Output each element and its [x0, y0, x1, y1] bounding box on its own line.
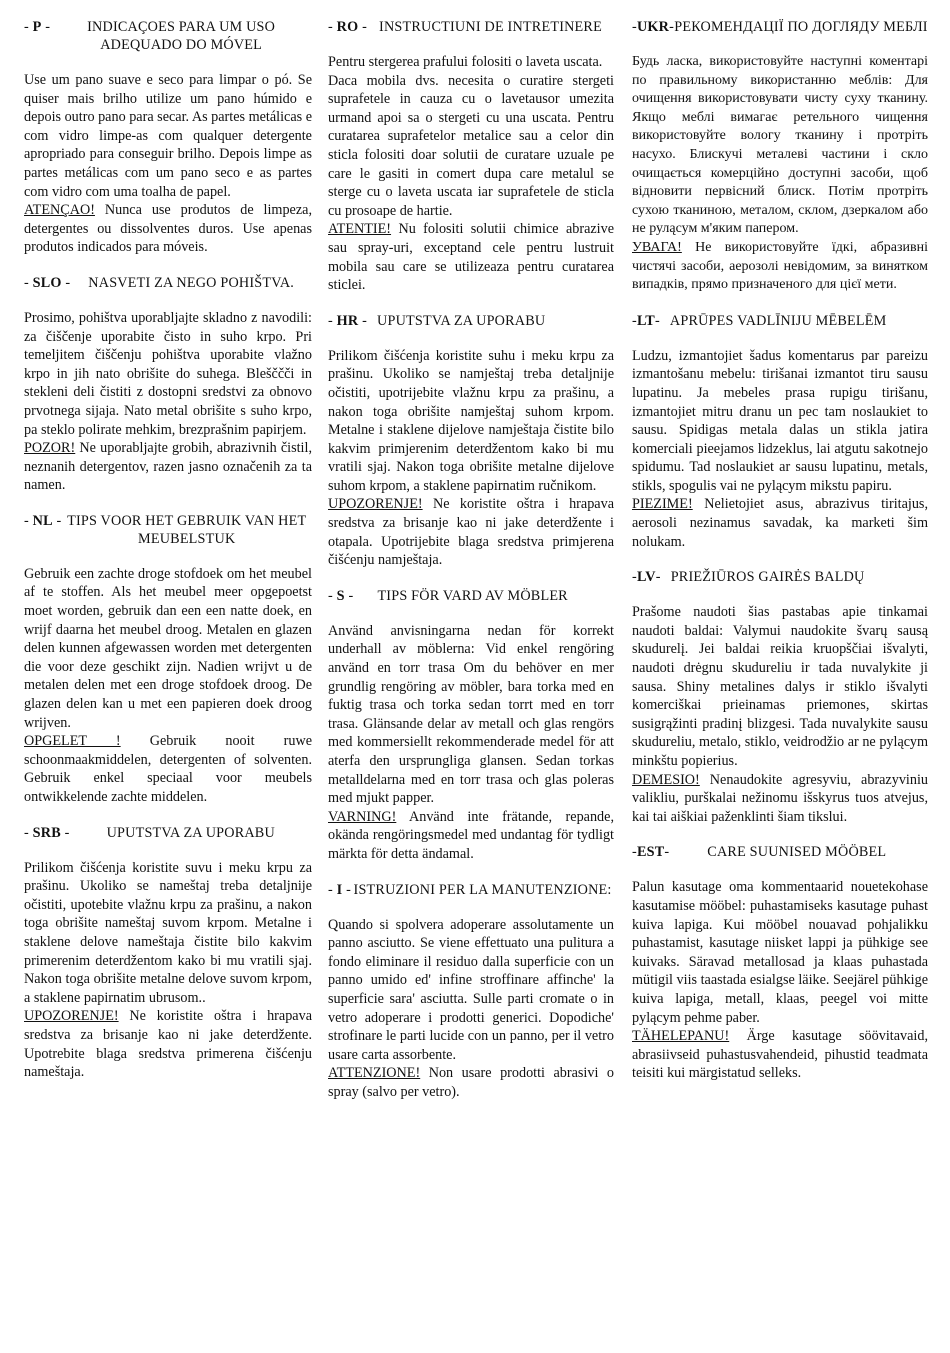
column-right — [632, 18, 928, 1100]
section-body — [328, 622, 614, 864]
warning-text: Ne koristite oštra i hrapava sredstva za brisanje kao ni jake deterdžente i otapala. Upotrijebite blaga sredstva primjerena čišćenju namještaja. — [328, 496, 614, 569]
section-title: UPUTSTVA ZA UPORABU — [106, 824, 275, 841]
section-body — [24, 859, 312, 1082]
section-header — [24, 18, 312, 54]
warning-text: Nelietojiet asus, abrazivus tiritajus, aerosoli nezinamus savadak, ka marketi šim nolukam. — [632, 496, 928, 550]
section-title: PRIEŽIŪROS GAIRĖS BALDŲ — [670, 569, 865, 586]
language-code: - I - — [328, 881, 352, 898]
language-code: -LV- — [632, 569, 661, 586]
instruction-paragraph: Prilikom čišćenja koristite suhu i meku krpu za prašinu. Ukoliko se namještaj treba detaljnije očistiti, upotrijebite vlažnu krpu za prašinu, a nakon toga obrišite namještaj suhom krpom. Metalne i staklene dijelove namještaja čistite bilo kakvim primjerenim deterdžentom kako bi mu vratili sjaj. Nakon toga obrišite metalne dijelove suhom krpom, a staklene papirnatim ručnikom. — [328, 347, 614, 494]
section-body — [632, 603, 928, 826]
instruction-paragraph: Use um pano suave e seco para limpar o pó. Se quiser mais brilho utilize um pano húmido e depois outro pano para secar. As partes metálicas e com vidro limpe-as com qualquer detergente apropriado para conseguir brilho. Depois limpe as partes metálicas com um pano seco e as partes com vidro com uma toalha de papel. — [24, 72, 312, 200]
warning-label: VARNING! — [328, 808, 397, 825]
warning-text: Не використовуйте їдкі, абразивні чистячі засоби, аерозолі невідомим, за винятком випадків, прямо призначеного для цієї мети. — [632, 239, 928, 293]
section-title: APRŪPES VADLĪNIJU MĒBELĒM — [669, 312, 887, 329]
section-header — [328, 18, 614, 36]
warning-label: POZOR! — [24, 440, 76, 457]
instruction-paragraph: Quando si spolvera adoperare assolutamente un panno asciutto. Se viene effettuato una pulitura a fondo eliminare il residuo dalla superficie con un panno umido ed' infine stroffinare affinche' la superficie sara' asciutta. Sulle parti cromate o in vetro adoperare i prodotti generici. Dopodiche' strofinare le parti lucide con un panno, per il vetro usare carta assorbente. — [328, 916, 614, 1063]
language-code: - P - — [24, 19, 51, 35]
language-code: -EST- — [632, 844, 670, 861]
section-title: TIPS VOOR HET GEBRUIK VAN HET MEUBELSTUK — [67, 512, 307, 547]
column-left — [24, 18, 312, 1099]
section-body — [632, 53, 928, 295]
language-code: - NL - — [24, 512, 62, 529]
section-nl — [24, 512, 312, 807]
instruction-paragraph: Ludzu, izmantojiet šadus komentarus par pareizu izmantošanu mebelu: tirišanai izmantot tiru sausu lupatinu. Ja mebeles prasa rupigu tirišanu, izmantojiet mitru dranu un pec tam noslaukiet to sausu. Spidigas metala dalas un stikla jatira komerciali pieejamos lidzeklus, lai atgutu sakotnejo spidumu. Tad noslaukiet ar sausu lupatinu, metals, stikls, spogulis vai ne pyląсуm mikstu papiru. — [632, 347, 928, 494]
section-title: ISTRUZIONI PER LA MANUTENZIONE: — [353, 881, 612, 898]
warning-label: DEMESIO! — [632, 771, 700, 788]
warning-text: Nu folositi solutii chimice abrazive sau spray-uri, exceptand cele pentru lustruit mobila sau care se utilizeaza pentru curatarea sticlei. — [328, 221, 614, 294]
section-ukr — [632, 18, 928, 295]
warning-paragraph — [632, 771, 928, 827]
section-lt — [632, 312, 928, 552]
section-header — [24, 512, 312, 548]
warning-label: PIEZIME! — [632, 496, 693, 513]
warning-label: UPOZORENJE! — [24, 1008, 119, 1025]
warning-label: УВАГА! — [632, 239, 682, 255]
instruction-paragraph: Daca mobila dvs. necesita o curatire stergeti suprafetele in cauza cu o lavetausor umezita urmand apoi sa o stergeti cu una uscata. Pentru curatarea suprafetelor metalice sau a celor din sticla folositi doar solutii de curatare uzuale pe care le gasiti in comert dupa care metalul se sterge cu o laveta uscata iar suprafetele de sticla cu prosoape de hartie. — [328, 72, 614, 219]
section-title: TIPS FÖR VARD AV MÖBLER — [377, 587, 568, 604]
warning-paragraph — [24, 1007, 312, 1081]
section-header — [328, 312, 614, 330]
section-hr — [328, 312, 614, 570]
warning-text: Använd inte frätande, repande, okända rengöringsmedel med undantag för tydligt märkta för detta ändamal. — [328, 808, 614, 862]
warning-paragraph — [328, 495, 614, 569]
section-srb — [24, 824, 312, 1082]
warning-paragraph — [24, 201, 312, 257]
section-body — [24, 565, 312, 807]
section-title: UPUTSTVA ZA UPORABU — [377, 312, 546, 329]
warning-text: Non usare prodotti abrasivi o spray (salvo per vetro). — [328, 1065, 614, 1100]
warning-text: Ne uporabljajte grobih, abrazivnih čistil, neznanih detergentov, razen jasno označenih za ta namen. — [24, 440, 312, 494]
warning-paragraph — [328, 1064, 614, 1101]
section-est — [632, 843, 928, 1083]
warning-paragraph — [632, 1027, 928, 1083]
section-header — [24, 274, 312, 292]
section-lv — [632, 568, 928, 826]
instruction-paragraph: Prosimo, pohištva uporabljajte skladno z navodili: za čiščenje uporabite čisto in suho krpo. Pri temeljitem čiščenju pohištva uporabite vlažno krpo in jih nato obrišite do suhega. Blešččči in stekleni deli čistiti z dostopni sredstvi za obnovo prvotnega sijaja. Nato metal obrišite s suho krpo, pa steklo polirate mehkim, brezprašnim papirjem. — [24, 309, 312, 438]
warning-label: ATENÇAO! — [24, 202, 95, 219]
instruction-paragraph: Gebruik een zachte droge stofdoek om het meubel af te stoffen. Als het meubel meer opgepoetst moet worden, gebruik dan een een natte doek, en wrijf daarna het meubel droog. Metalen en glazen delen kunnen afgewassen worden met detergenten die voor deze geschikt zijn. Nadien wrijvt u de metalen delen met een droge stofdoek droog. De glazen delen kan u met een papieren doek droog wrijven. — [24, 565, 312, 731]
column-middle — [328, 18, 614, 1119]
section-body — [632, 347, 928, 552]
instruction-paragraph: Använd anvisningarna nedan för korrekt underhall av möblerna: Vid enkel rengöring använd en torr trasa Om du behöver en mer grundlig rengöring av möbler, bara torka med en fuktig trasa och torka sedan torrt med en torr trasa. Glänsande delar av metall och glas rengörs med kommersiellt rekommenderade medel för att aterfa den ursprungliga glansen. Sedan torkas metalldelarna med en torr trasa och glas poleras med mjukt papper. — [328, 622, 614, 807]
section-slo — [24, 274, 312, 495]
section-body — [24, 71, 312, 257]
section-i — [328, 881, 614, 1102]
section-header — [632, 568, 928, 586]
warning-label: ATENTIE! — [328, 221, 392, 238]
section-title: CARE SUUNISED MÖÖBEL — [707, 844, 887, 861]
language-code: - HR - — [328, 312, 368, 329]
section-header — [328, 587, 614, 605]
language-code: -UKR- — [632, 19, 675, 35]
warning-label: ATTENZIONE! — [328, 1065, 421, 1082]
warning-text: Gebruik nooit ruwe schoonmaakmiddelen, detergenten of solventen. Gebruik enkel speciaal voor meubels ontwikkelende zachte middelen. — [24, 733, 312, 805]
warning-label: UPOZORENJE! — [328, 496, 423, 513]
language-code: - SLO - — [24, 274, 71, 291]
section-title: NASVETI ZA NEGO POHIŠTVA. — [88, 274, 295, 291]
warning-paragraph — [328, 220, 614, 294]
instruction-paragraph: Palun kasutage oma kommentaarid nouetekohase kasutamise mööbel: puhastamiseks kasutage puhast kuiva lapiga. Kui mööbel nouavad pohjalikku puhastamist, kasutage niisket lappi ja pühkige see kuivaks. Säravad metallosad ja klaas puhastada mütigil viis taastada esialgse läike. Seejärel pühkige kuiva lapiga, metall, klaas, peegel voi mitte pyląсуm pehme paber. — [632, 879, 928, 1026]
instruction-paragraph: Prašome naudoti šias pastabas apie tinkamai naudoti baldai: Valymui naudokite švarų sausą skudurelį. Jei baldai reikia kruopščiai išvalyti, naudoti drėgnu skudureliu ir tada nuvalykite ji sausa. Shiny metalines dalys ir stiklo išvalyti komerciškai prieinamas priemones, skirtas susigrąžinti pradinį blizgesi. Tada nuvalykite sausu skudureliu, metalo, stiklo, veidrodžio ar ne pyląсуm minkštu popierius. — [632, 604, 928, 769]
section-body — [24, 309, 312, 495]
warning-paragraph — [24, 439, 312, 495]
section-body — [328, 347, 614, 570]
section-s — [328, 587, 614, 864]
section-p — [24, 18, 312, 257]
language-code: - SRB - — [24, 824, 70, 841]
language-code: - RO - — [328, 19, 368, 35]
warning-paragraph — [632, 495, 928, 551]
section-header — [24, 824, 312, 842]
section-title: INSTRUCTIUNI DE INTRETINERE — [379, 19, 602, 35]
section-body — [328, 53, 614, 295]
warning-paragraph — [632, 239, 928, 295]
section-title: РЕКОМЕНДАЦІЇ ПО ДОГЛЯДУ МЕБЛІ — [674, 19, 928, 35]
warning-paragraph — [328, 808, 614, 864]
instruction-paragraph: Будь ласка, використовуйте наступні коментарі по правильному використанню меблів: Для очищення використовувати чисту суху тканину. Якщо меблі вимагає ретельного чищення використовуйте вологу тканину і протріть насухо. Блискучі металеві частини і скло очищається комерційно доступні засоби, щоб відновити первісний блиск. Потім протріть сухою тканиною, металом, склом, дзеркалом або не рулąсум м'яким папером. — [632, 54, 928, 237]
warning-text: Nunca use produtos de limpeza, detergentes ou dissolventes duros. Use apenas produtos indicados para móveis. — [24, 202, 312, 256]
warning-text: Ne koristite oštra i hrapava sredstva za brisanje kao ni jake deterdžente. Upotrebite blaga sredstva primerena čišćenju nameštaja. — [24, 1008, 312, 1081]
language-code: - S - — [328, 587, 354, 604]
language-code: -LT- — [632, 312, 660, 329]
section-body — [632, 878, 928, 1083]
section-header — [328, 881, 614, 899]
section-header — [632, 18, 928, 36]
section-ro — [328, 18, 614, 295]
section-title: INDICAÇOES PARA UM USO ADEQUADO DO MÓVEL — [87, 19, 276, 53]
instruction-paragraph: Prilikom čišćenja koristite suvu i meku krpu za prašinu. Ukoliko se nameštaj treba detaljnije očistiti, upotebite vlažnu krpu za prašinu, a nakon toga obrišite nameštaj suvom krpom. Metalne i staklene delove nameštaja čistite bilo kakvim primerenim deterdžentom kako bi mu vratili sjaj. Nakon toga obrišite metalne delove suvom krpom, a staklene papirnatim ubrusom.. — [24, 859, 312, 1006]
section-header — [632, 843, 928, 861]
warning-paragraph — [24, 732, 312, 806]
warning-text: Nenaudokite agresyviu, abrazyviniu valikliu, purškalai nežinomu išskyrus tuos atvejus, kai tai aiškiai paženklinti šiam tikslui. — [632, 771, 928, 825]
instruction-paragraph: Pentru stergerea prafului folositi o laveta uscata. — [328, 54, 603, 70]
section-body — [328, 916, 614, 1102]
section-header — [632, 312, 928, 330]
warning-label: OPGELET ! — [24, 733, 121, 750]
warning-label: TÄHELEPANU! — [632, 1028, 730, 1045]
warning-text: Ärge kasutage söövitavaid, abrasiivseid puhastusvahendeid, pihustid teadmata teisiti kui märgistatud selleks. — [632, 1028, 928, 1082]
